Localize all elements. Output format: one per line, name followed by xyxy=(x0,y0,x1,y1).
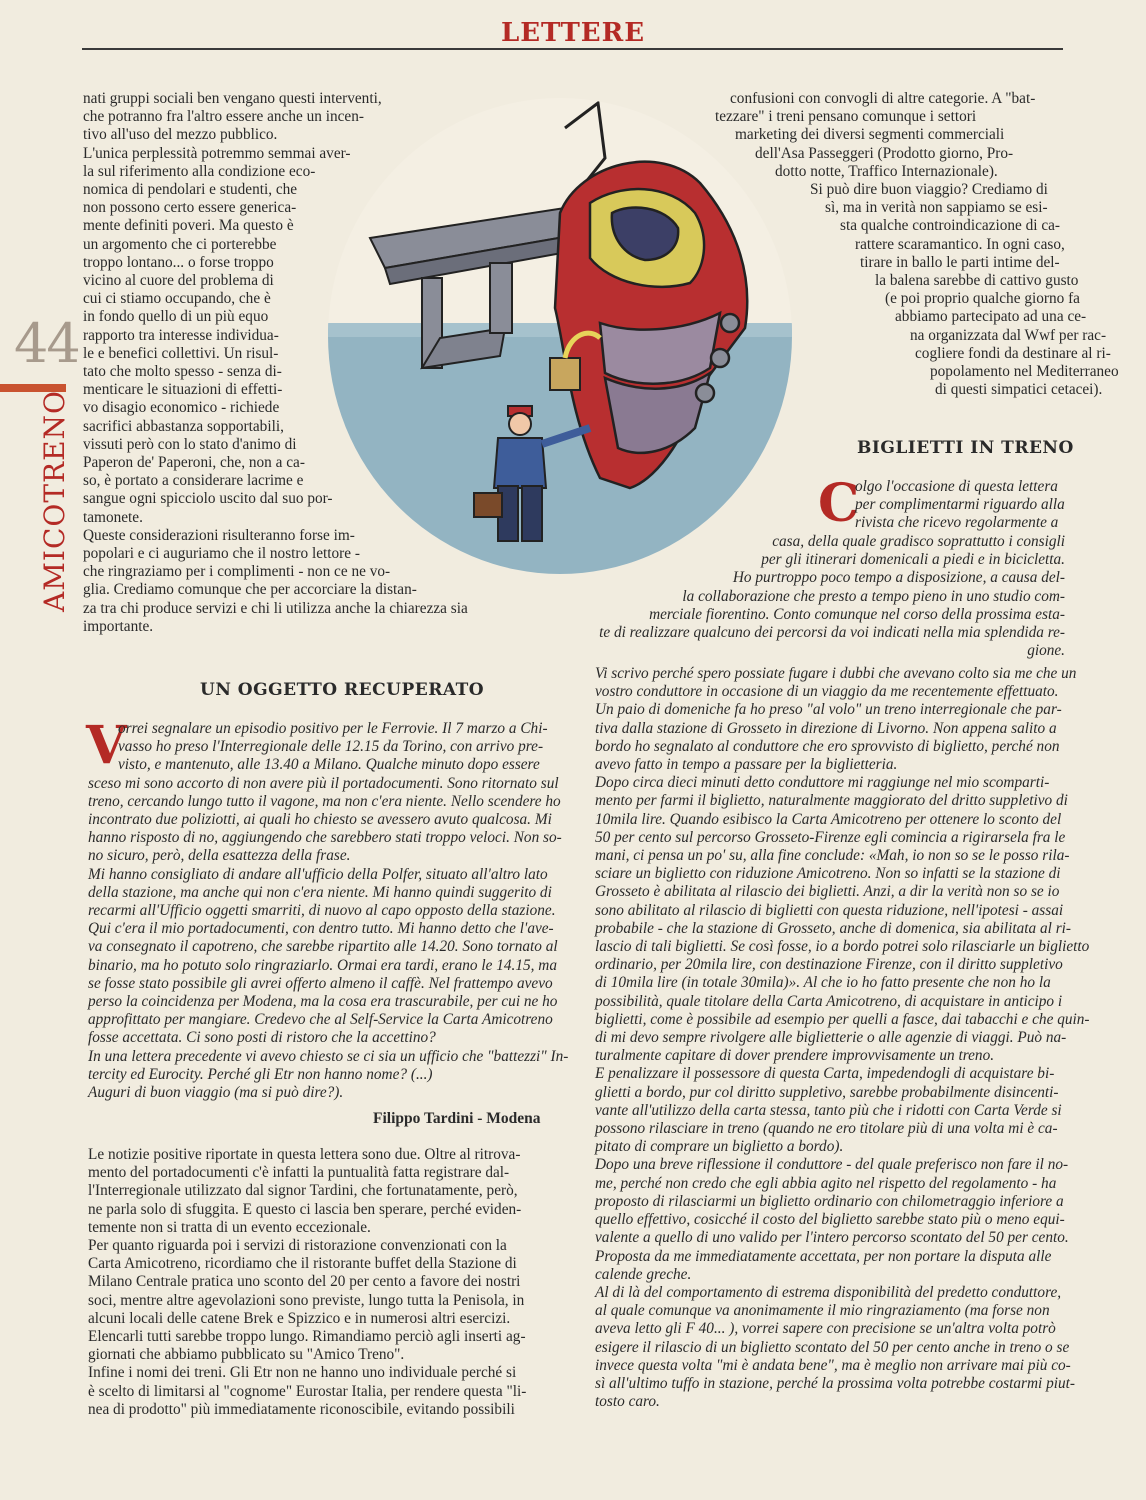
text-line: abbiamo partecipato ad una ce- xyxy=(895,308,1087,326)
text-line: confusioni con convogli di altre categorie. A "bat- xyxy=(730,90,1036,107)
text-line: possibilità, quale titolare della Carta Amicotreno, di acquistare in anticipo i xyxy=(595,992,1063,1010)
text-line: Qui c'era il mio portadocumenti, con dentro tutto. Mi hanno detto che l'ave- xyxy=(88,920,554,938)
header-rule xyxy=(82,48,1063,50)
section2-letter xyxy=(595,665,1089,1411)
text-line: sì all'ultimo tuffo in stazione, perché la prossima volta potrebbe costarmi piut- xyxy=(595,1374,1075,1392)
text-line: per complimentarmi riguardo alla xyxy=(855,496,1065,514)
text-line: la collaborazione che presto a tempo pieno in uno studio com- xyxy=(682,587,1065,605)
text-line: E penalizzare il possessore di questa Carta, impedendogli di acquistare bi- xyxy=(595,1065,1055,1083)
text-line: calende greche. xyxy=(595,1265,692,1283)
text-line: un argomento che ci porterebbe xyxy=(83,235,277,253)
text-line: che potranno fra l'altro essere anche un incen- xyxy=(83,108,364,126)
text-line: non possono certo essere generica- xyxy=(83,199,297,217)
text-line: mento per farmi il biglietto, naturalmente maggiorato del dritto suppletivo di xyxy=(595,792,1068,810)
text-line: sta qualche controindicazione di ca- xyxy=(840,217,1061,235)
text-line: marketing dei diversi segmenti commerciali xyxy=(735,126,1005,144)
text-line: Dopo una breve riflessione il conduttore - del quale preferisco non fare il no- xyxy=(595,1156,1069,1174)
text-line: L'unica perplessità potremmo semmai aver- xyxy=(83,144,351,162)
text-line: dotto notte, Traffico Internazionale). xyxy=(775,162,998,180)
text-line: Carta Amicotreno, ricordiamo che il ristorante buffet della Stazione di xyxy=(88,1255,517,1273)
text-line: glietti a bordo, pur col diritto suppletivo, sarebbe probabilmente disincenti- xyxy=(595,1083,1059,1101)
text-line: Al di là del comportamento di estrema disponibilità del predetto conduttore, xyxy=(595,1283,1062,1301)
text-line: vante all'utilizzo della carta stessa, tanto più che i ridotti con Carta Verde si xyxy=(595,1101,1062,1119)
text-line: sì, ma in verità non sappiamo se esi- xyxy=(825,199,1048,217)
text-line: temente non si tratta di un evento eccezionale. xyxy=(88,1218,371,1236)
text-line: (e poi proprio qualche giorno fa xyxy=(885,290,1080,308)
text-line: rapporto tra interesse individua- xyxy=(83,326,279,344)
text-line: mani, ci pensa un po' su, alla fine conclude: «Mah, io non so se le posso rila- xyxy=(595,847,1070,865)
text-line: sono abilitato al rilascio di biglietti con questa riduzione, nell'ipotesi - assai xyxy=(595,901,1064,919)
text-line: pitato di comprare un biglietto a bordo). xyxy=(595,1138,844,1156)
text-line: popolamento nel Mediterraneo xyxy=(930,363,1119,381)
text-line: invece questa volta "mi è andata bene", ma è meglio non arrivare mai più co- xyxy=(595,1356,1071,1374)
text-line: ne parla solo di sfuggita. E questo ci lascia ben sperare, perché eviden- xyxy=(88,1200,522,1218)
text-line: merciale fiorentino. Conto comunque nel corso della prossima esta- xyxy=(649,605,1065,623)
text-line: mento del portadocumenti c'è infatti la puntualità fatta registrare dal- xyxy=(88,1164,510,1182)
top-right-column xyxy=(660,90,1119,399)
section1-dropcap: V xyxy=(86,715,127,776)
text-line: 50 per cento sul percorso Grosseto-Firenze egli comincia a rigirarsela fra le xyxy=(595,828,1066,846)
text-line: proposto di rilasciarmi un biglietto ordinario con chilometraggio inferiore a xyxy=(595,1192,1064,1210)
text-line: na organizzata dal Wwf per rac- xyxy=(910,326,1107,344)
text-line: tiva dalla stazione di Grosseto in direzione di Livorno. Non appena salito a xyxy=(595,719,1057,737)
text-line: probabile - che la stazione di Grosseto, anche di domenica, sia abilitata al ri- xyxy=(595,919,1071,937)
text-line: turalmente capitare di dover prendere improvvisamente un treno. xyxy=(595,1047,995,1065)
text-line: Auguri di buon viaggio (ma si può dire?). xyxy=(88,1084,344,1102)
text-line: Paperon de' Paperoni, che, non a ca- xyxy=(83,454,305,472)
text-line: binario, ma ho potuto solo ringraziarlo. Ormai era tardi, erano le 14.15, ma xyxy=(88,956,557,974)
text-line: popolari e ci auguriamo che il nostro lettore - xyxy=(83,545,360,563)
text-line: approfittato per mangiare. Credevo che al Self-Service la Carta Amicotreno xyxy=(88,1011,553,1029)
text-line: nati gruppi sociali ben vengano questi interventi, xyxy=(83,90,382,107)
magazine-label: AMICOTRENO xyxy=(38,390,71,612)
section1-letter xyxy=(86,715,569,1102)
text-line: al quale comunque va anonimamente il mio ringraziamento (ma forse non xyxy=(595,1302,1050,1320)
text-line: sceso mi sono accorto di non avere più il portadocumenti. Sono ritornato sul xyxy=(88,774,559,792)
text-line: recarmi all'Ufficio oggetti smarriti, di nuovo al capo opposto della stazione. xyxy=(88,902,556,920)
section2-dropcap-lines xyxy=(855,478,1065,533)
text-line: me, perché non credo che egli abbia agito nel rispetto del regolamento - ha xyxy=(595,1174,1057,1192)
text-line: za tra chi produce servizi e chi li utilizza anche la chiarezza sia xyxy=(83,599,468,617)
section2-dropcap: C xyxy=(818,473,860,534)
text-line: olgo l'occasione di questa lettera xyxy=(855,478,1058,495)
text-line: rivista che ricevo regolarmente a xyxy=(855,514,1059,532)
text-line: bordo ho segnalato al conduttore che ero sprovvisto di biglietto, perché non xyxy=(595,737,1060,755)
text-line: menticare le situazioni di effetti- xyxy=(83,381,283,399)
text-line: la sul riferimento alla condizione eco- xyxy=(83,162,316,180)
text-line: se fosse stato possibile gli avrei offerto almeno il caffè. Nel frattempo avevo xyxy=(88,974,553,992)
text-line: nea di prodotto" più immediatamente riconoscibile, evitando possibili xyxy=(88,1400,515,1418)
text-line: ordinario, per 20mila lire, con destinazione Firenze, con il diritto suppletivo xyxy=(595,956,1063,974)
top-left-column xyxy=(83,90,468,636)
text-line: treno, cercando lungo tutto il vagone, ma non c'era niente. Nello scendere ho xyxy=(88,792,561,810)
section2-heading: BIGLIETTI IN TRENO xyxy=(857,438,1074,458)
text-line: sangue ogni spicciolo uscito dal suo por- xyxy=(83,490,333,508)
text-line: cogliere fondi da destinare al ri- xyxy=(915,344,1111,362)
text-line: glia. Crediamo comunque che per accorciare la distan- xyxy=(83,581,417,599)
text-line: Si può dire buon viaggio? Crediamo di xyxy=(810,181,1048,199)
text-line: tato che molto spesso - senza di- xyxy=(83,363,282,381)
text-line: per gli itinerari domenicali a piedi e in bicicletta. xyxy=(761,551,1065,569)
text-line: importante. xyxy=(83,617,154,635)
text-line: visto, e mantenuto, alle 13.40 a Milano. Qualche minuto dopo essere xyxy=(118,756,540,774)
text-line: di mi devo sempre rivolgere alle biglietterie o alle agenzie di viaggi. Può na- xyxy=(595,1029,1067,1047)
text-line: tosto caro. xyxy=(595,1393,660,1411)
text-line: l'Interregionale utilizzato dal signor Tardini, che fortunatamente, però, xyxy=(88,1182,518,1200)
text-line: Vi scrivo perché spero possiate fugare i dubbi che avevano colto sia me che un xyxy=(595,665,1077,682)
text-line: è scelto di limitarsi al "cognome" Eurostar Italia, per rendere questa "li- xyxy=(88,1382,527,1400)
text-line: te di realizzare qualcuno dei percorsi da voi indicati nella mia splendida re- xyxy=(599,624,1065,642)
section2-intro xyxy=(595,533,1065,660)
text-line: tercity ed Eurocity. Perché gli Etr non hanno nome? (...) xyxy=(88,1065,433,1083)
text-line: Ho purtroppo poco tempo a disposizione, a causa del- xyxy=(732,569,1065,587)
text-line: soci, mentre altre agevolazioni sono previste, lungo tutta la Penisola, in xyxy=(88,1291,525,1309)
text-line: vostro conduttore in occasione di un viaggio da me recentemente effettuato. xyxy=(595,683,1059,701)
text-line: Grosseto è abilitata al rilascio dei biglietti. Anzi, a dir la verità non so se io xyxy=(595,883,1060,901)
text-line: Queste considerazioni risulteranno forse im- xyxy=(83,526,355,544)
letter-signature: Filippo Tardini - Modena xyxy=(373,1110,541,1127)
text-line: lascio di tali biglietti. Se così fosse, io a bordo potrei solo rilasciarle un biglietto xyxy=(595,938,1090,956)
text-line: perso la coincidenza per Modena, ma la cosa era trascurabile, per cui ne ho xyxy=(88,993,558,1011)
text-line: nomica di pendolari e studenti, che xyxy=(83,181,298,199)
text-line: vicino al cuore del problema di xyxy=(83,272,274,290)
text-line: 10mila lire. Quando esibisco la Carta Amicotreno per ottenere lo sconto del xyxy=(595,810,1062,828)
text-line: tivo all'uso del mezzo pubblico. xyxy=(83,126,278,144)
section-title: LETTERE xyxy=(500,18,646,48)
text-line: sciare un biglietto con riduzione Amicotreno. Non so infatti se la stazione di xyxy=(595,865,1061,883)
text-line: dell'Asa Passeggeri (Prodotto giorno, Pro- xyxy=(755,144,1014,162)
text-line: tezzare" i treni pensano comunque i settori xyxy=(715,108,977,126)
text-line: gione. xyxy=(1027,642,1065,660)
text-line: alcuni locali delle catene Brek e Spizzico e in numerosi altri esercizi. xyxy=(88,1309,511,1327)
text-line: di 10mila lire (in totale 30mila)». Al che io ho fatto presente che non ho la xyxy=(595,974,1051,992)
text-line: vissuti però con lo stato d'animo di xyxy=(83,435,297,453)
text-line: aveva letto gli F 40... ), vorrei sapere con precisione se un'altra volta potrò xyxy=(595,1320,1056,1338)
text-line: troppo lontano... o forse troppo xyxy=(83,253,274,271)
text-line: Le notizie positive riportate in questa lettera sono due. Oltre al ritrova- xyxy=(88,1146,521,1163)
text-line: Infine i nomi dei treni. Gli Etr non ne hanno uno individuale perché si xyxy=(88,1364,517,1382)
page-number: 44 xyxy=(14,312,79,375)
text-line: In una lettera precedente vi avevo chiesto se ci sia un ufficio che "battezzi" In- xyxy=(88,1047,569,1065)
text-line: che ringraziamo per i complimenti - non ce ne vo- xyxy=(83,563,391,581)
text-line: in fondo quello di un più equo xyxy=(83,308,269,326)
text-line: orrei segnalare un episodio positivo per le Ferrovie. Il 7 marzo a Chi- xyxy=(118,720,548,737)
text-line: tirare in ballo le parti intime del- xyxy=(860,253,1060,271)
text-line: giornati che abbiamo pubblicato su "Amico Treno". xyxy=(88,1346,405,1364)
section1-heading: UN OGGETTO RECUPERATO xyxy=(200,680,485,700)
text-line: Mi hanno consigliato di andare all'ufficio della Polfer, situato all'altro lato xyxy=(88,865,548,883)
text-line: tamonete. xyxy=(83,508,143,526)
text-line: rattere scaramantico. In ogni caso, xyxy=(855,235,1065,253)
text-line: casa, della quale gradisco soprattutto i consigli xyxy=(772,533,1065,550)
text-line: vasso ho preso l'Interregionale delle 12.15 da Torino, con arrivo pre- xyxy=(118,738,544,756)
text-line: la balena sarebbe di cattivo gusto xyxy=(875,272,1079,290)
text-line: Per quanto riguarda poi i servizi di ristorazione convenzionati con la xyxy=(88,1237,507,1255)
text-line: di questi simpatici cetacei). xyxy=(935,381,1103,399)
text-line: biglietti, come è possibile ad esempio per quelli a fasce, dai tabacchi e che quin- xyxy=(595,1010,1090,1028)
text-line: Proposta da me immediatamente accettata, per non portare la disputa alle xyxy=(595,1247,1052,1265)
text-line: mente definiti poveri. Ma questo è xyxy=(83,217,294,235)
text-line: esigere il rilascio di un biglietto scontato del 50 per cento anche in treno o se xyxy=(595,1338,1070,1356)
text-line: hanno risposto di no, aggiungendo che sarebbero stati troppo veloci. Non so- xyxy=(88,829,562,847)
text-line: Elencarli tutti sarebbe troppo lungo. Rimandiamo perciò agli inserti ag- xyxy=(88,1328,526,1346)
text-line: fosse accettata. Ci sono posti di ristoro che la accettino? xyxy=(88,1029,436,1047)
text-line: valente a quello di uno valido per l'intero percorso scontato del 50 per cento. xyxy=(595,1229,1069,1247)
section1-reply xyxy=(88,1146,526,1419)
text-line: so, è portato a considerare lacrime e xyxy=(83,472,304,490)
text-line: cui ci stiamo occupando, che è xyxy=(83,290,271,308)
text-line: Un paio di domeniche fa ho preso "al volo" un treno interregionale che par- xyxy=(595,701,1062,719)
text-line: Milano Centrale pratica uno sconto del 20 per cento a favore dei nostri xyxy=(88,1273,521,1291)
text-line: sacrifici abbastanza sopportabili, xyxy=(83,417,284,435)
text-line: quello effettivo, cosicché il costo del biglietto sarebbe stato più o meno equi- xyxy=(595,1211,1065,1229)
text-line: possono rilasciare in treno (quando ne ero titolare più di una volta mi è ca- xyxy=(595,1120,1058,1138)
text-line: avevo fatto in tempo a passare per la biglietteria. xyxy=(595,756,898,774)
text-line: no sicuro, però, della esattezza della frase. xyxy=(88,847,351,865)
text-line: vo disagio economico - richiede xyxy=(83,399,280,417)
text-line: incontrato due poliziotti, ai quali ho chiesto se avessero avuto qualcosa. Mi xyxy=(88,811,552,829)
text-line: Dopo circa dieci minuti detto conduttore mi raggiunge nel mio scomparti- xyxy=(595,774,1050,792)
text-line: le e benefici collettivi. Un risul- xyxy=(83,344,279,362)
text-line: va consegnato il capotreno, che sarebbe ripartito alle 14.20. Sono tornato al xyxy=(88,938,558,956)
text-line: della stazione, ma anche qui non c'era niente. Mi hanno quindi suggerito di xyxy=(88,883,552,901)
